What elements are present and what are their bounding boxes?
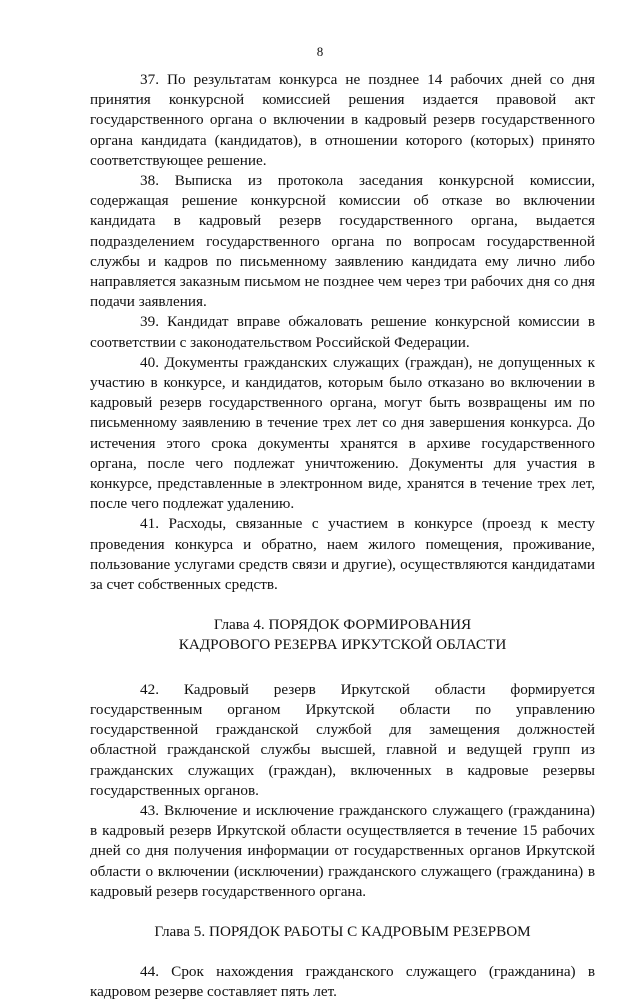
paragraph-40: 40. Документы гражданских служащих (граждан), не допущенных к участию в конкурсе, и кандидатов, которым было отказано во включении в кадровый резерв государственного органа, могут быть возвращены им по письменному заявлению в течение трех лет со дня завершения конкурса. До истечения этого срока документы хранятся в архиве государственного органа, после чего подлежат уничтожению. Документы для участия в конкурсе, представленные в электронном виде, хранятся в течение трех лет, после чего подлежат удалению. bbox=[90, 353, 595, 513]
chapter-5-heading-line-1: Глава 5. ПОРЯДОК РАБОТЫ С КАДРОВЫМ РЕЗЕРВОМ bbox=[154, 922, 531, 940]
paragraph-42: 42. Кадровый резерв Иркутской области формируется государственным органом Иркутской области по управлению государственной гражданской службой для замещения должностей областной гражданской службы высшей, главной и ведущей групп из гражданских служащих (граждан), включенных в кадровые резервы государственных органов. bbox=[90, 680, 595, 799]
paragraph-39: 39. Кандидат вправе обжаловать решение конкурсной комиссии в соответствии с законодательством Российской Федерации. bbox=[90, 313, 595, 351]
chapter-5-heading bbox=[90, 922, 595, 942]
paragraph-43: 43. Включение и исключение гражданского служащего (гражданина) в кадровый резерв Иркутской области осуществляется в течение 15 рабочих дней со дня получения информации от государственных органов Иркутской области о включении (исключении) гражданского служащего (гражданина) в кадровый резерв государственного органа. bbox=[90, 801, 595, 900]
chapter-4-heading-line-1: Глава 4. ПОРЯДОК ФОРМИРОВАНИЯ bbox=[213, 616, 472, 634]
paragraph-38: 38. Выписка из протокола заседания конкурсной комиссии, содержащая решение конкурсной комиссии об отказе во включении кандидата в кадровый резерв государственного органа, выдается подразделением государственного органа по вопросам государственной службы и кадров по письменному заявлению кандидата ему лично либо направляется заказным письмом не позднее чем через три рабочих дня со дня подачи заявления. bbox=[90, 172, 595, 311]
paragraph-37: 37. По результатам конкурса не позднее 14 рабочих дней со дня принятия конкурсной комиссией решения издается правовой акт государственного органа о включении в кадровый резерв государственного органа кандидата (кандидатов), в отношении которого (которых) принято соответствующее решение. bbox=[90, 71, 595, 169]
document-body bbox=[90, 70, 595, 1003]
paragraph-44: 44. Срок нахождения гражданского служащего (гражданина) в кадровом резерве составляет пять лет. bbox=[90, 963, 595, 1001]
chapter-4-heading bbox=[90, 615, 595, 655]
chapter-4-heading-line-2: КАДРОВОГО РЕЗЕРВА ИРКУТСКОЙ ОБЛАСТИ bbox=[178, 636, 507, 654]
paragraph-41: 41. Расходы, связанные с участием в конкурсе (проезд к месту проведения конкурса и обратно, наем жилого помещения, проживание, пользование услугами средств связи и другие), осуществляются кандидатами за счет собственных средств. bbox=[90, 515, 595, 594]
page-number: 8 bbox=[316, 44, 324, 59]
